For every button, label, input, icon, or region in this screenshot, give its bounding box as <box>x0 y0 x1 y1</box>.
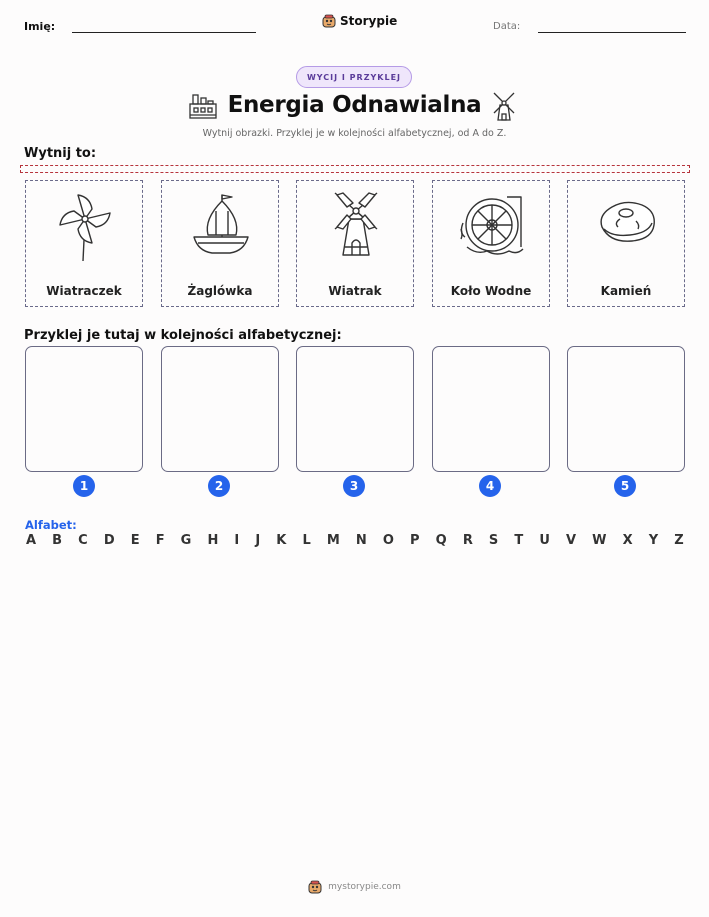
alphabet-letter: K <box>276 533 287 548</box>
alphabet-label: Alfabet: <box>25 518 77 532</box>
alphabet-letter: B <box>52 533 63 548</box>
storypie-mascot-icon <box>322 14 336 28</box>
card-label: Wiatrak <box>328 284 382 298</box>
alphabet-row <box>26 533 684 548</box>
card-label: Wiatraczek <box>46 284 122 298</box>
windmill-small-icon <box>490 91 518 125</box>
alphabet-letter: Q <box>435 533 447 548</box>
card-label: Koło Wodne <box>450 284 532 298</box>
paste-slot-1[interactable] <box>25 346 143 472</box>
date-line[interactable] <box>538 32 686 33</box>
slot-number-badge: 3 <box>343 475 365 497</box>
name-label: Imię: <box>24 20 56 33</box>
page-title: Energia Odnawialna <box>227 92 482 118</box>
activity-type-badge: WYCIJ I PRZYKLEJ <box>296 66 412 88</box>
brand-logo <box>322 14 397 28</box>
alphabet-letter: C <box>78 533 88 548</box>
alphabet-letter: V <box>566 533 577 548</box>
brand-name: Storypie <box>340 14 398 28</box>
alphabet-letter: J <box>255 533 261 548</box>
alphabet-letter: R <box>462 533 473 548</box>
alphabet-letter: U <box>539 533 550 548</box>
cutout-card-kolo-wodne[interactable] <box>432 180 550 307</box>
pinwheel-icon <box>50 189 120 264</box>
alphabet-letter: Y <box>648 533 659 548</box>
footer <box>0 880 709 894</box>
stone-icon <box>592 189 662 264</box>
paste-slot-3[interactable] <box>296 346 414 472</box>
date-label: Data: <box>493 21 521 32</box>
slot-number-badge: 4 <box>479 475 501 497</box>
alphabet-letter: P <box>410 533 420 548</box>
alphabet-letter: M <box>326 533 340 548</box>
paste-slot-5[interactable] <box>567 346 685 472</box>
name-line[interactable] <box>72 32 256 33</box>
cutout-card-kamien[interactable] <box>567 180 685 307</box>
alphabet-letter: S <box>488 533 499 548</box>
slot-number-badge: 2 <box>208 475 230 497</box>
slot-number-badge: 1 <box>73 475 95 497</box>
sailboat-icon <box>186 189 256 264</box>
cutout-card-wiatrak[interactable] <box>296 180 414 307</box>
alphabet-letter: D <box>103 533 115 548</box>
alphabet-letter: Z <box>674 533 684 548</box>
card-label: Kamień <box>600 284 652 298</box>
cut-section-label: Wytnij to: <box>24 146 97 161</box>
alphabet-letter: T <box>514 533 524 548</box>
slot-number-badge: 5 <box>614 475 636 497</box>
alphabet-letter: I <box>234 533 240 548</box>
alphabet-letter: F <box>155 533 165 548</box>
alphabet-letter: O <box>382 533 394 548</box>
cut-line <box>20 165 690 173</box>
instructions: Wytnij obrazki. Przyklej je w kolejności alfabetycznej, od A do Z. <box>202 128 507 139</box>
alphabet-letter: G <box>180 533 192 548</box>
alphabet-letter: L <box>302 533 311 548</box>
windmill-icon <box>321 189 391 264</box>
alphabet-letter: H <box>207 533 219 548</box>
alphabet-letter: E <box>130 533 140 548</box>
alphabet-letter: W <box>592 533 607 548</box>
cutout-card-zaglowka[interactable] <box>161 180 279 307</box>
alphabet-letter: X <box>622 533 633 548</box>
card-label: Żaglówka <box>187 284 253 298</box>
paste-section-label: Przyklej je tutaj w kolejności alfabetycznej: <box>24 328 342 343</box>
water-wheel-icon <box>457 189 527 264</box>
alphabet-letter: N <box>355 533 367 548</box>
cutout-card-wiatraczek[interactable] <box>25 180 143 307</box>
paste-slot-2[interactable] <box>161 346 279 472</box>
paste-slot-4[interactable] <box>432 346 550 472</box>
alphabet-letter: A <box>26 533 37 548</box>
storypie-mascot-icon <box>308 880 322 894</box>
footer-url[interactable]: mystorypie.com <box>328 882 401 892</box>
